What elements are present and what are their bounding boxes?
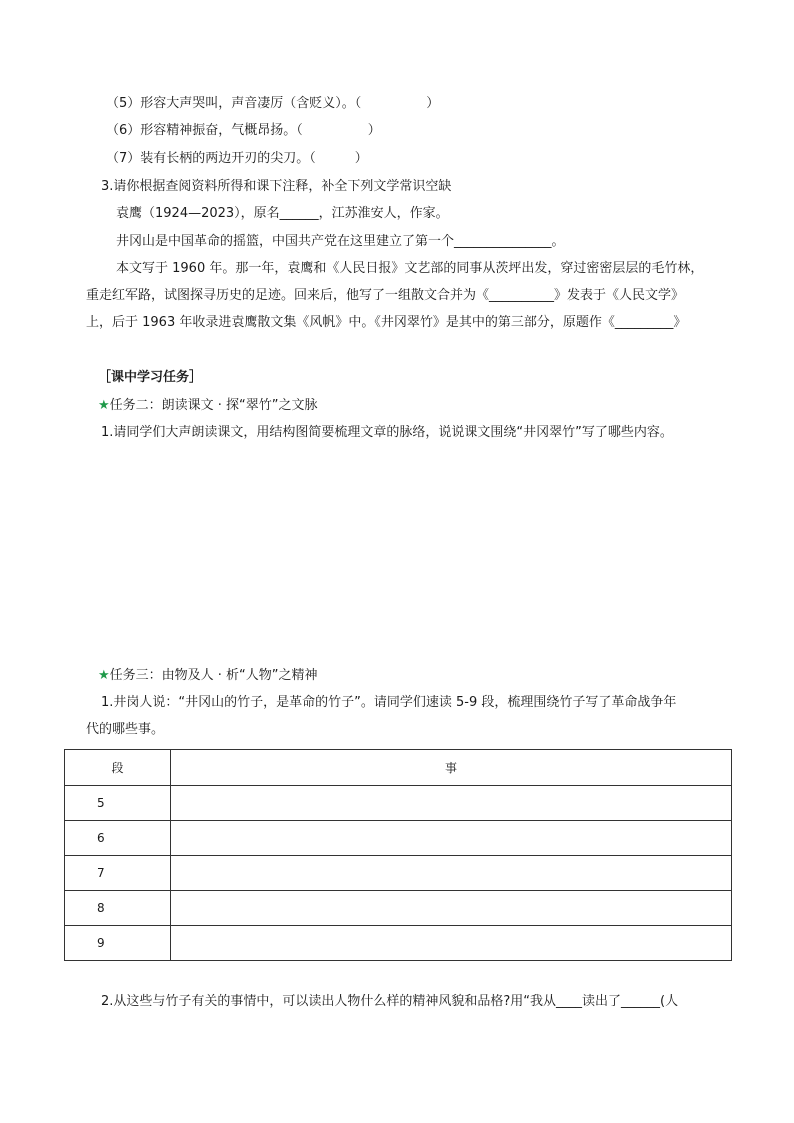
task2-heading (98, 397, 318, 415)
table-row (65, 786, 732, 821)
table-row (65, 891, 732, 926)
table-row (65, 856, 732, 891)
task2-question-1: 1.请同学们大声朗读课文，用结构图简要梳理文章的脉络，说说课文围绕“井冈翠竹”写了哪些内容。 (101, 425, 673, 440)
event-cell[interactable] (171, 926, 732, 961)
event-cell[interactable] (171, 891, 732, 926)
section-title: ［课中学习任务］ (98, 370, 203, 385)
task3-question-2: 2.从这些与竹子有关的事情中，可以读出人物什么样的精神风貌和品格?用“我从____读出了______(人 (101, 994, 679, 1009)
event-cell[interactable] (171, 821, 732, 856)
star-icon: ★ (98, 668, 110, 683)
q2-item-7: （7）装有长柄的两边开刃的尖刀。（ ） (106, 151, 368, 166)
header-paragraph: 段 (65, 750, 171, 786)
header-event: 事 (171, 750, 732, 786)
q2-item-6: （6）形容精神振奋，气概昂扬。（ ） (106, 123, 381, 138)
q3-para-line-3: 上，后于 1963 年收录进袁鹰散文集《风帆》中。《井冈翠竹》是其中的第三部分，原题作《_________》 (86, 315, 687, 330)
task3-question-1-line-2: 代的哪些事。 (86, 722, 165, 737)
task2-title: 任务二：朗读课文 · 探“翠竹”之文脉 (109, 398, 318, 413)
paragraph-number: 8 (65, 891, 171, 926)
table-row (65, 926, 732, 961)
q3-para-line-2: 重走红军路，试图探寻历史的足迹。回来后，他写了一组散文合并为《__________》发表于《人民文学》 (86, 288, 685, 303)
paragraph-number: 6 (65, 821, 171, 856)
q3-author-line: 袁鹰（1924—2023），原名______，江苏淮安人，作家。 (116, 206, 449, 221)
star-icon: ★ (98, 398, 110, 413)
paragraph-number: 7 (65, 856, 171, 891)
paragraph-number: 5 (65, 786, 171, 821)
event-cell[interactable] (171, 856, 732, 891)
q3-jinggangshan-line: 井冈山是中国革命的摇篮，中国共产党在这里建立了第一个_______________。 (116, 234, 565, 249)
table-header-row (65, 750, 732, 786)
task3-question-1-line-1: 1.井岗人说：“井冈山的竹子，是革命的竹子”。请同学们速读 5-9 段，梳理围绕竹子写了革命战争年 (101, 695, 677, 710)
q3-para-line-1: 本文写于 1960 年。那一年，袁鹰和《人民日报》文艺部的同事从茨坪出发，穿过密密层层的毛竹林， (116, 261, 704, 276)
task3-title: 任务三：由物及人 · 析“人物”之精神 (109, 668, 318, 683)
table-row (65, 821, 732, 856)
events-table (64, 749, 732, 961)
task3-heading (98, 667, 318, 685)
event-cell[interactable] (171, 786, 732, 821)
paragraph-number: 9 (65, 926, 171, 961)
q2-item-5: （5）形容大声哭叫，声音凄厉（含贬义）。（ ） (106, 96, 440, 111)
q3-title: 3.请你根据查阅资料所得和课下注释，补全下列文学常识空缺 (101, 179, 452, 194)
